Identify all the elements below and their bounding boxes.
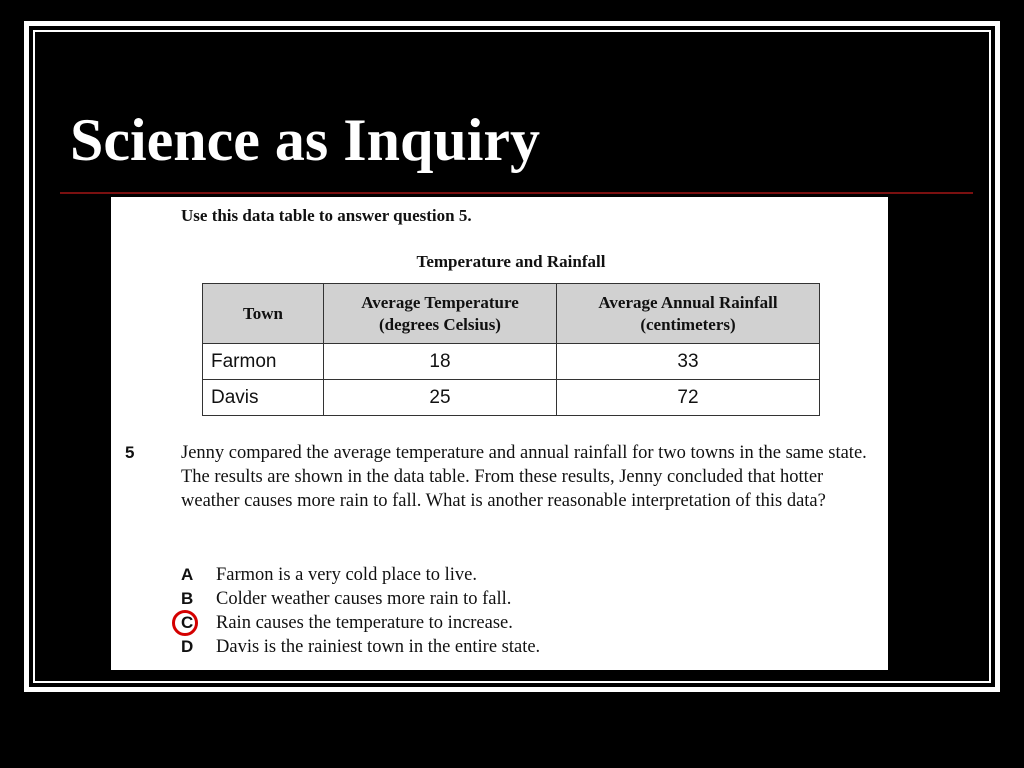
answer-choice-d <box>181 635 540 659</box>
answer-circle-marker <box>172 610 198 636</box>
table-row <box>203 344 820 380</box>
slide-title: Science as Inquiry <box>70 107 541 173</box>
table-row <box>203 380 820 416</box>
table-caption: Temperature and Rainfall <box>416 252 606 271</box>
choice-text: Colder weather causes more rain to fall. <box>216 589 512 609</box>
question-number: 5 <box>125 443 135 462</box>
question-text: Jenny compared the average temperature and annual rainfall for two towns in the same state. The results are shown in the data table. From these results, Jenny concluded that hotter weather causes more rain to fall. What is another reasonable interpretation of this data? <box>181 443 867 511</box>
table-cell-rainfall: 72 <box>557 380 820 416</box>
question-document <box>111 197 888 670</box>
choice-letter: C <box>181 613 194 632</box>
table-cell-rainfall: 33 <box>557 344 820 380</box>
header-average-rainfall: Average Annual Rainfall (centimeters) <box>557 284 820 344</box>
table-cell-temperature: 18 <box>324 344 557 380</box>
choice-letter: D <box>181 637 194 656</box>
table-header-row <box>203 284 820 344</box>
header-average-temperature: Average Temperature (degrees Celsius) <box>324 284 557 344</box>
table-cell-town: Farmon <box>203 344 324 380</box>
title-divider <box>60 192 973 194</box>
answer-choice-b <box>181 587 540 611</box>
table-cell-town: Davis <box>203 380 324 416</box>
document-intro: Use this data table to answer question 5. <box>181 206 472 225</box>
table-cell-temperature: 25 <box>324 380 557 416</box>
data-table <box>202 283 820 416</box>
answer-choice-c <box>181 611 540 635</box>
choice-text: Farmon is a very cold place to live. <box>216 565 477 585</box>
choice-text: Davis is the rainiest town in the entire state. <box>216 637 541 657</box>
answer-choices <box>181 563 540 659</box>
choice-text: Rain causes the temperature to increase. <box>216 613 513 633</box>
answer-choice-a <box>181 563 540 587</box>
header-town: Town <box>203 284 324 344</box>
choice-letter: A <box>181 565 194 584</box>
choice-letter: B <box>181 589 194 608</box>
